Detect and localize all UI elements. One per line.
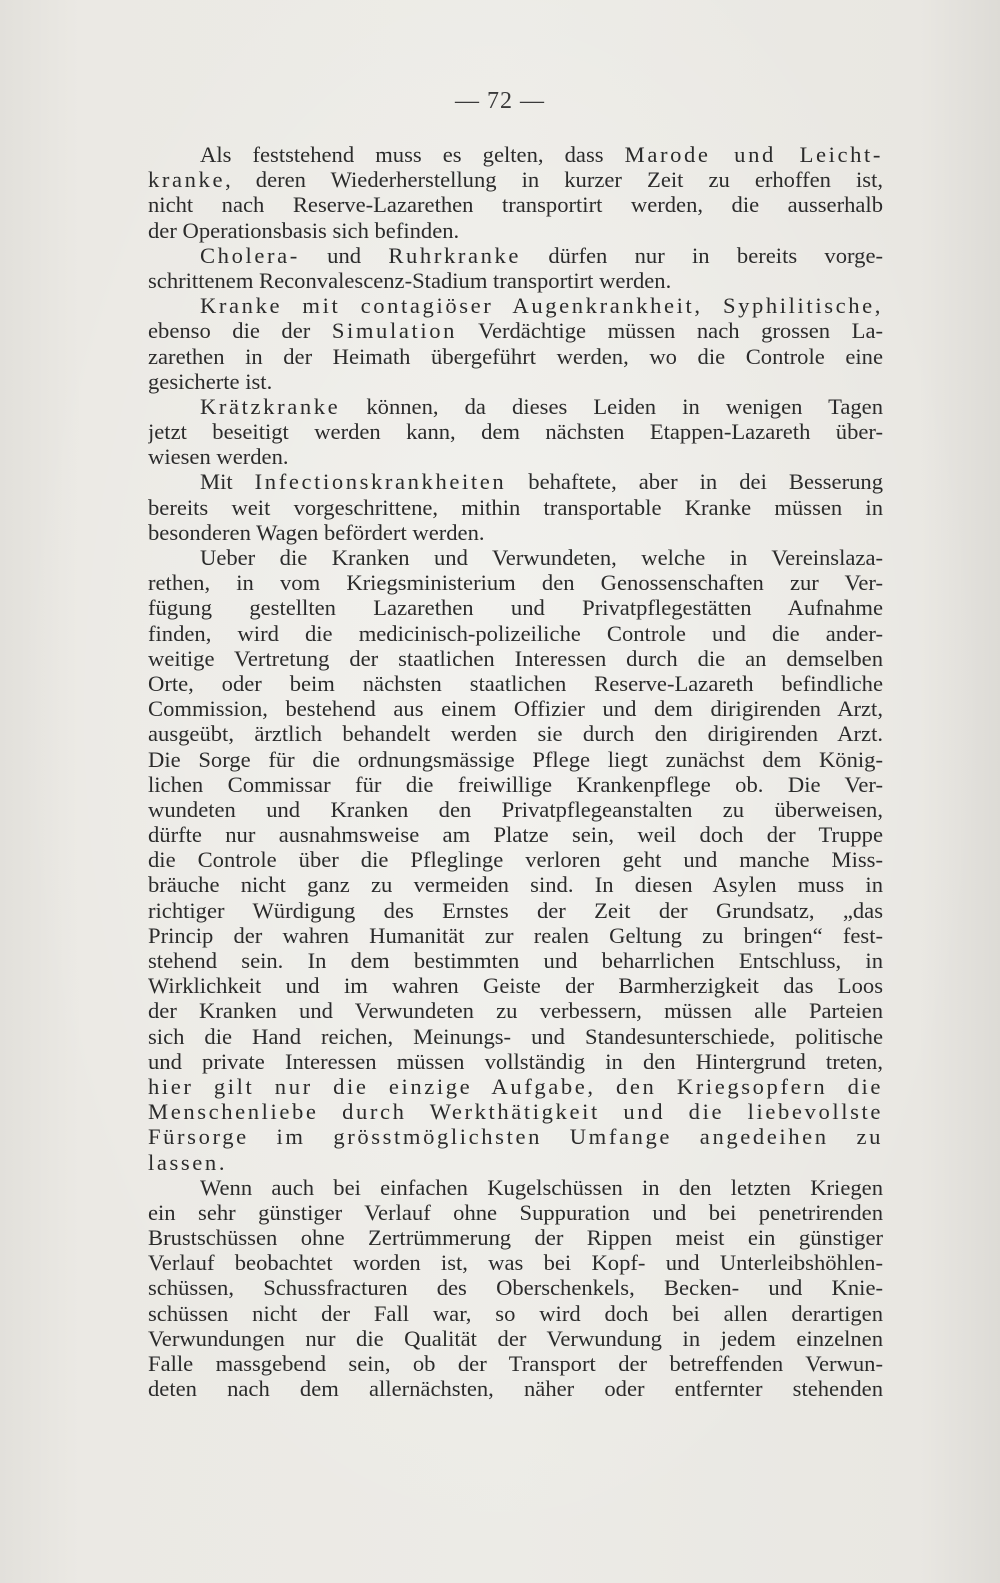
text-line <box>148 948 883 973</box>
text-segment: rethen, in vom Kriegsministerium den Genossenschaften zur Ver- <box>148 570 883 596</box>
text-line <box>148 192 883 217</box>
text-line <box>148 1250 883 1275</box>
text-segment: Ueber die Kranken und Verwundeten, welche in Vereinslaza- <box>200 545 883 570</box>
text-segment: schüssen nicht der Fall war, so wird doch bei allen derartigen <box>148 1300 883 1326</box>
text-segment: und <box>299 242 389 268</box>
text-segment: gesicherte ist. <box>148 368 273 394</box>
text-line <box>148 167 883 192</box>
spaced-emphasis-text: Kranke mit contagiöser Augenkrankheit, Syphilitische, <box>200 293 883 319</box>
text-segment: nicht nach Reserve-Lazarethen transportirt werden, die ausserhalb <box>148 192 883 218</box>
text-line <box>148 1099 883 1124</box>
text-segment: jetzt beseitigt werden kann, dem nächsten Etappen-Lazareth über- <box>148 419 883 445</box>
text-segment: bräuche nicht ganz zu vermeiden sind. In diesen Asylen muss in <box>148 872 883 898</box>
text-line <box>148 797 883 822</box>
text-segment: Wenn auch bei einfachen Kugelschüssen in den letzten Kriegen <box>200 1174 883 1200</box>
text-line <box>148 923 883 948</box>
text-line <box>148 1225 883 1250</box>
text-segment: Brustschüssen ohne Zertrümmerung der Rippen meist ein günstiger <box>148 1225 883 1251</box>
text-line <box>148 1326 883 1351</box>
text-segment: Orte, oder beim nächsten staatlichen Reserve-Lazareth befindliche <box>148 670 883 696</box>
text-line <box>148 1200 883 1225</box>
spaced-emphasis-text: Infectionskrankheiten <box>254 469 507 495</box>
text-line <box>148 293 883 318</box>
body-text <box>148 142 883 1401</box>
text-segment: zarethen in der Heimath übergeführt werden, wo die Controle eine <box>148 343 883 369</box>
spaced-emphasis-text: Marode und Leicht- <box>624 142 883 167</box>
text-line <box>148 696 883 721</box>
text-segment: Verwundungen nur die Qualität der Verwundung in jedem einzelnen <box>148 1325 883 1351</box>
spaced-emphasis-text: Krätzkranke <box>200 393 341 419</box>
text-segment: bereits weit vorgeschrittene, mithin transportable Kranke müssen in <box>148 494 883 520</box>
text-segment: deten nach dem allernächsten, näher oder entfernter stehenden <box>148 1376 883 1402</box>
text-segment: Verdächtige müssen nach grossen La- <box>457 318 883 344</box>
text-line <box>148 1024 883 1049</box>
text-segment: richtiger Würdigung des Ernstes der Zeit der Grundsatz, „das <box>148 897 883 923</box>
text-line <box>148 847 883 872</box>
text-line <box>148 772 883 797</box>
text-segment: sich die Hand reichen, Meinungs- und Standesunterschiede, politische <box>148 1023 883 1049</box>
text-segment: Wirklichkeit und im wahren Geiste der Barmherzigkeit das Loos <box>148 973 883 999</box>
text-line <box>148 520 883 545</box>
text-segment: stehend sein. In dem bestimmten und beharrlichen Entschluss, in <box>148 948 883 973</box>
text-segment: Die Sorge für die ordnungsmässige Pflege liegt zunächst dem König- <box>148 746 883 772</box>
spaced-emphasis-text: lassen. <box>148 1149 228 1175</box>
text-line <box>148 1074 883 1099</box>
spaced-emphasis-text: Simulation <box>331 318 457 344</box>
text-line <box>148 621 883 646</box>
text-line <box>148 1175 883 1200</box>
text-segment: weitige Vertretung der staatlichen Interessen durch die an demselben <box>148 645 883 671</box>
text-line <box>148 1049 883 1074</box>
spaced-emphasis-text: hier gilt nur die einzige Aufgabe, den Kriegsopfern die <box>148 1073 883 1099</box>
text-line <box>148 595 883 620</box>
text-line <box>148 898 883 923</box>
text-segment: Als feststehend muss es gelten, dass <box>200 142 625 167</box>
text-segment: dürfen nur in bereits vorge- <box>521 242 883 268</box>
text-line <box>148 243 883 268</box>
text-segment: , deren Wiederherstellung in kurzer Zeit zu erhoffen ist, <box>225 167 883 193</box>
spaced-emphasis-text: Ruhrkranke <box>388 242 522 268</box>
text-line <box>148 1301 883 1326</box>
text-line <box>148 1124 883 1149</box>
text-line <box>148 998 883 1023</box>
text-segment: ebenso die der <box>148 318 332 344</box>
text-line <box>148 1275 883 1300</box>
text-segment: Commission, bestehend aus einem Offizier und dem dirigirenden Arzt, <box>148 696 883 722</box>
text-line <box>148 419 883 444</box>
text-line <box>148 1150 883 1175</box>
spaced-emphasis-text: Fürsorge im grösstmöglichsten Umfange angedeihen zu <box>148 1124 883 1150</box>
text-segment: schüssen, Schussfracturen des Oberschenkels, Becken- und Knie- <box>148 1275 883 1301</box>
text-segment: finden, wird die medicinisch-polizeiliche Controle und die ander- <box>148 620 883 646</box>
text-line <box>148 444 883 469</box>
text-segment: die Controle über die Pfleglinge verloren geht und manche Miss- <box>148 847 883 873</box>
text-line <box>148 973 883 998</box>
page-number: — 72 — <box>455 88 545 114</box>
text-line <box>148 872 883 897</box>
text-segment: lichen Commissar für die freiwillige Krankenpflege ob. Die Ver- <box>148 771 883 797</box>
text-segment: dürfte nur ausnahmsweise am Platze sein, weil doch der Truppe <box>148 822 883 848</box>
text-segment: und private Interessen müssen vollständig in den Hintergrund treten, <box>148 1048 883 1074</box>
text-segment: Verlauf beobachtet worden ist, was bei Kopf- und Unterleibshöhlen- <box>148 1250 883 1276</box>
text-line <box>148 747 883 772</box>
spaced-emphasis-text: kranke <box>148 167 226 193</box>
text-segment: fügung gestellten Lazarethen und Privatpflegestätten Aufnahme <box>148 595 883 621</box>
text-segment: Princip der wahren Humanität zur realen Geltung zu bringen“ fest- <box>148 922 883 948</box>
text-line <box>148 344 883 369</box>
text-line <box>148 1376 883 1401</box>
text-line <box>148 570 883 595</box>
text-segment: Falle massgebend sein, ob der Transport der betreffenden Verwun- <box>148 1351 883 1376</box>
text-segment: der Operationsbasis sich befinden. <box>148 217 460 243</box>
text-line <box>148 495 883 520</box>
text-segment: wundeten und Kranken den Privatpflegeanstalten zu überweisen, <box>148 796 883 822</box>
text-line <box>148 721 883 746</box>
text-line <box>148 646 883 671</box>
text-segment: können, da dieses Leiden in wenigen Tagen <box>340 393 883 419</box>
text-segment: Mit <box>200 469 255 495</box>
text-segment: der Kranken und Verwundeten zu verbessern, müssen alle Parteien <box>148 998 883 1024</box>
text-line <box>148 822 883 847</box>
text-line <box>148 218 883 243</box>
text-segment: ausgeübt, ärztlich behandelt werden sie durch den dirigirenden Arzt. <box>148 721 883 747</box>
text-segment: ein sehr günstiger Verlauf ohne Suppuration und bei penetrirenden <box>148 1199 883 1225</box>
text-line <box>148 318 883 343</box>
text-line <box>148 545 883 570</box>
spaced-emphasis-text: Menschenliebe durch Werkthätigkeit und die liebevollste <box>148 1099 883 1125</box>
text-line <box>148 1351 883 1376</box>
text-line <box>148 268 883 293</box>
text-line <box>148 394 883 419</box>
text-line <box>148 142 883 167</box>
text-line <box>148 369 883 394</box>
text-line <box>148 671 883 696</box>
text-segment: schrittenem Reconvalescenz-Stadium transportirt werden. <box>148 267 672 293</box>
text-segment: besonderen Wagen befördert werden. <box>148 519 485 545</box>
spaced-emphasis-text: Cholera- <box>200 242 300 268</box>
text-line <box>148 469 883 494</box>
text-segment: wiesen werden. <box>148 444 289 470</box>
text-segment: behaftete, aber in dei Besserung <box>506 469 883 495</box>
